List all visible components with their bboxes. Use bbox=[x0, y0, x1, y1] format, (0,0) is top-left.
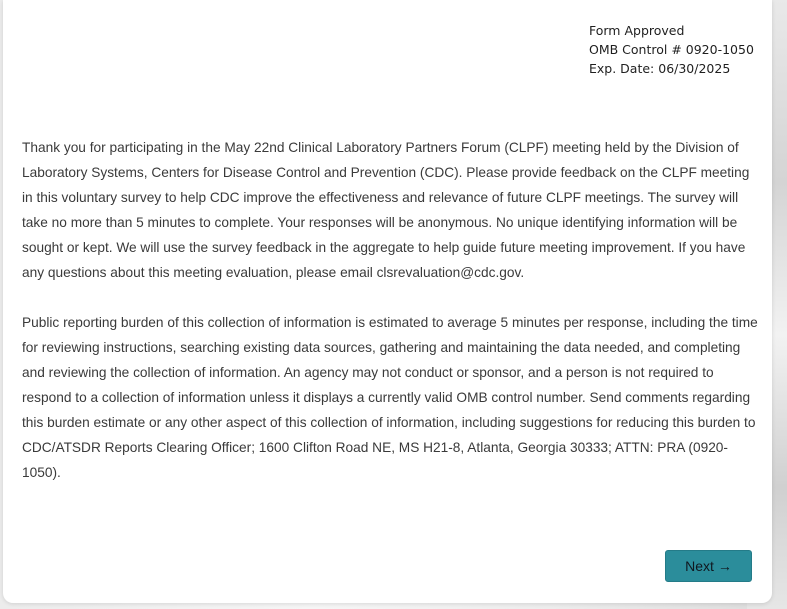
intro-paragraph: Thank you for participating in the May 22nd Clinical Laboratory Partners Forum (CLPF) meeting held by the Division of Laboratory Systems, Centers for Disease Control and Prevention (CDC). Please provide feedback on the CLPF meeting in this voluntary survey to help CDC improve the effectiveness and relevance of future CLPF meetings. The survey will take no more than 5 minutes to complete. Your responses will be anonymous. No unique identifying information will be sought or kept. We will use the survey feedback in the aggregate to help guide future meeting improvement. If you have any questions about this meeting evaluation, please email clsrevaluation@cdc.gov. bbox=[22, 140, 750, 280]
next-button-label: Next bbox=[685, 558, 714, 574]
arrow-right-icon: → bbox=[717, 558, 732, 574]
burden-statement-paragraph: Public reporting burden of this collection of information is estimated to average 5 minutes per response, including the time for reviewing instructions, searching existing data sources, gathering and maintaining the data needed, and completing and reviewing the collection of information. An agency may not conduct or sponsor, and a person is not required to respond to a collection of information unless it displays a currently valid OMB control number. Send comments regarding this burden estimate or any other aspect of this collection of information, including suggestions for reducing this burden to CDC/ATSDR Reports Clearing Officer; 1600 Clifton Road NE, MS H21-8, Atlanta, Georgia 30333; ATTN: PRA (0920-1050). bbox=[22, 315, 758, 480]
omb-expiration-date: Exp. Date: 06/30/2025 bbox=[589, 61, 731, 76]
omb-form-approved: Form Approved bbox=[589, 23, 685, 38]
omb-notice bbox=[589, 21, 765, 78]
omb-control-number: OMB Control # 0920-1050 bbox=[589, 42, 754, 57]
survey-card bbox=[3, 0, 772, 603]
next-button[interactable] bbox=[665, 550, 752, 582]
